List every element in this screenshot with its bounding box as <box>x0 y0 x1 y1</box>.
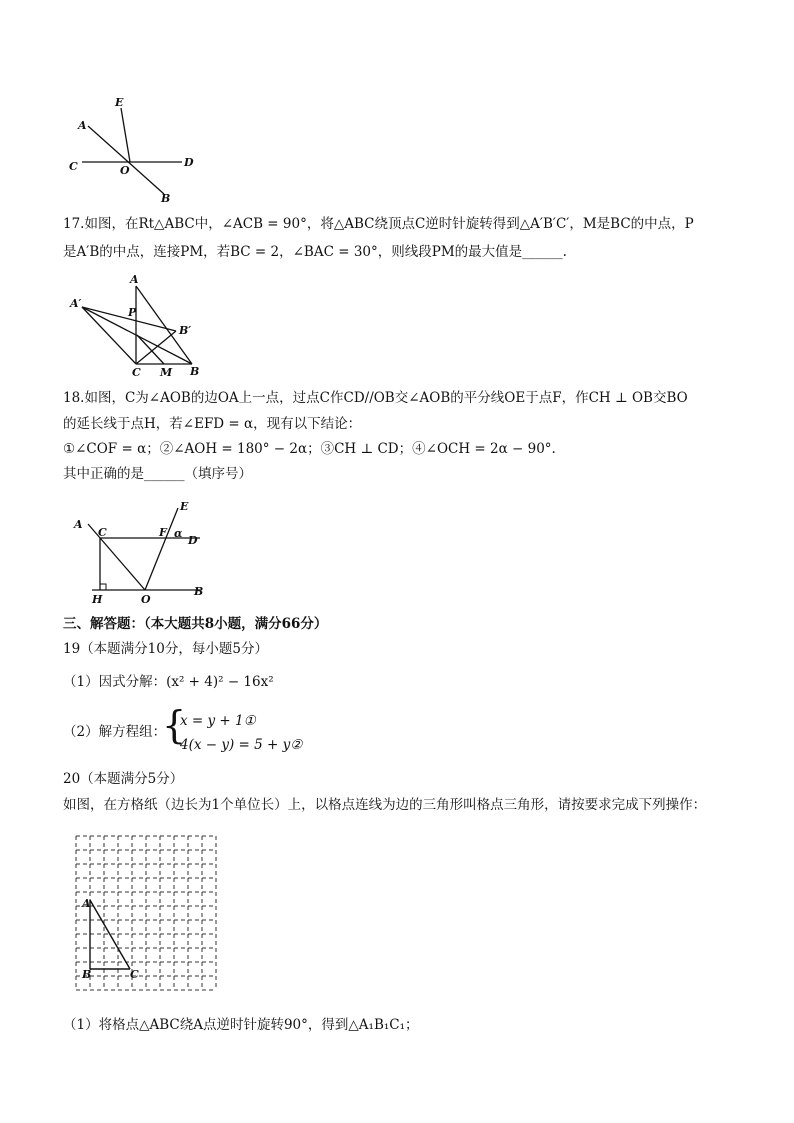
label-e: E <box>115 96 124 109</box>
label-e: E <box>180 500 189 513</box>
q18-line1: 18.如图，C为∠AOB的边OA上一点，过点C作CD//OB交∠AOB的平分线OE于点F，作CH ⊥ OB交BO <box>63 390 688 406</box>
label-a: A <box>74 518 83 531</box>
q20-header: 20（本题满分5分） <box>63 771 184 787</box>
right-angle-mark <box>100 584 106 590</box>
q18-line2: 的延长线于点H，若∠EFD = α，现有以下结论： <box>63 416 362 432</box>
seg-ac <box>90 900 130 969</box>
label-a: A <box>82 897 91 910</box>
label-a-prime: A′ <box>70 297 82 310</box>
label-a: A <box>78 119 87 132</box>
q19-part1: （1）因式分解：(x² + 4)² − 16x² <box>63 674 274 690</box>
label-b: B <box>82 968 92 981</box>
q19-part2-label: （2）解方程组： <box>63 724 167 740</box>
figure-17 <box>60 272 220 378</box>
label-m: M <box>160 366 173 379</box>
figure-16 <box>60 96 220 208</box>
seg-cb-prime <box>136 331 176 364</box>
label-f: F <box>159 526 167 539</box>
label-b-prime: B′ <box>179 324 192 337</box>
label-b: B <box>190 365 200 378</box>
label-c: C <box>98 526 107 539</box>
section-3-title: 三、解答题：（本大题共8小题，满分66分） <box>63 616 328 632</box>
label-b: B <box>161 192 171 205</box>
seg-oe <box>145 508 178 590</box>
label-alpha: α <box>174 527 183 540</box>
q19-eq1: x = y + 1① <box>180 713 256 729</box>
label-a: A <box>130 273 139 286</box>
q18-line3: ①∠COF = α；②∠AOH = 180° − 2α；③CH ⊥ CD；④∠OCH = 2α − 90°. <box>63 441 556 457</box>
label-d: D <box>188 534 198 547</box>
q19-header: 19（本题满分10分，每小题5分） <box>63 641 268 657</box>
q17-line1: 17.如图，在Rt△ABC中，∠ACB = 90°，将△ABC绕顶点C逆时针旋转得到△A′B′C′，M是BC的中点，P <box>63 216 694 232</box>
label-p: P <box>128 306 137 319</box>
q20-task1: （1）将格点△ABC绕A点逆时针旋转90°，得到△A₁B₁C₁； <box>63 1017 419 1033</box>
label-c: C <box>130 968 139 981</box>
figure-18 <box>60 500 220 608</box>
line-oe <box>121 108 130 162</box>
label-c: C <box>132 366 141 379</box>
figure-20-grid <box>60 828 230 988</box>
label-o: O <box>120 164 130 177</box>
q19-eq2: 4(x − y) = 5 + y② <box>180 737 303 753</box>
label-h: H <box>92 593 103 606</box>
q20-intro: 如图，在方格纸（边长为1个单位长）上，以格点连线为边的三角形叫格点三角形，请按要求完成下列操作： <box>63 797 707 813</box>
q17-line2: 是A′B的中点，连接PM，若BC = 2，∠BAC = 30°，则线段PM的最大值是______. <box>63 244 567 260</box>
q18-line4: 其中正确的是______（填序号） <box>63 466 252 482</box>
system-brace: { <box>162 703 187 747</box>
label-c: C <box>69 160 78 173</box>
label-b: B <box>194 585 204 598</box>
seg-oa <box>88 524 145 590</box>
label-o: O <box>141 593 151 606</box>
label-d: D <box>184 156 194 169</box>
